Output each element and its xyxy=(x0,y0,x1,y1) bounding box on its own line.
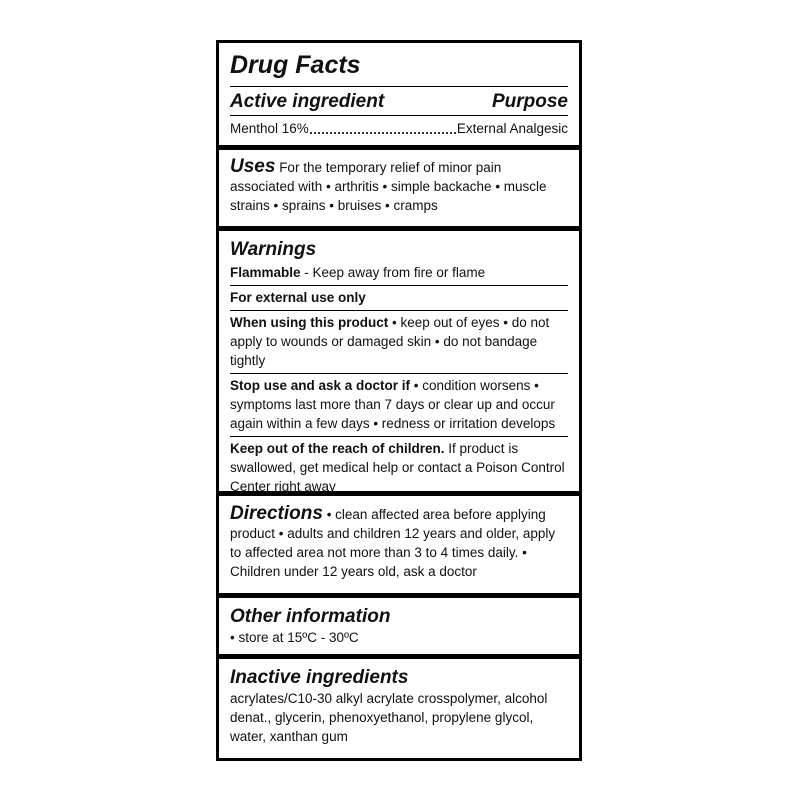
warnings-section xyxy=(219,231,579,494)
children-label: Keep out of the reach of children. xyxy=(230,441,445,456)
stop-use-label: Stop use and ask a doctor if xyxy=(230,378,411,393)
uses-text: For the temporary relief of minor pain associated with • arthritis • simple backache • muscle strains • sprains • bruises • cramps xyxy=(230,160,547,213)
inactive-ingredients-text: acrylates/C10-30 alkyl acrylate crosspolymer, alcohol denat., glycerin, phenoxyethanol, propylene glycol, water, xanthan gum xyxy=(230,691,548,744)
children-text: If product is swallowed, get medical help or contact a Poison Control Center right away xyxy=(230,441,565,494)
when-using-label: When using this product xyxy=(230,315,389,330)
stop-use-warning xyxy=(230,374,568,436)
active-ingredient-row xyxy=(230,119,568,138)
when-using-warning xyxy=(230,311,568,373)
warnings-heading: Warnings xyxy=(230,239,317,260)
directions-heading: Directions xyxy=(230,503,323,524)
divider xyxy=(230,86,568,87)
active-ingredient-section xyxy=(219,43,579,145)
when-using-text: • keep out of eyes • do not apply to wounds or damaged skin • do not bandage tightly xyxy=(230,315,550,368)
other-information-text: • store at 15ºC - 30ºC xyxy=(230,630,359,645)
divider xyxy=(230,115,568,116)
external-use-label: For external use only xyxy=(230,290,366,305)
ingredient-name: Menthol 16% xyxy=(230,121,309,136)
directions-section xyxy=(219,496,579,593)
stop-use-text: • condition worsens • symptoms last more than 7 days or clear up and occur again within a few days • redness or irritation develops xyxy=(230,378,556,431)
other-information-heading: Other information xyxy=(230,606,391,627)
children-warning xyxy=(230,437,568,499)
leader-dots xyxy=(310,132,456,134)
uses-section xyxy=(219,150,579,226)
uses-heading: Uses xyxy=(230,156,276,177)
drug-facts-panel xyxy=(216,40,582,761)
drug-facts-title: Drug Facts xyxy=(230,51,361,79)
external-use-warning xyxy=(230,286,568,310)
active-heading-row xyxy=(230,91,568,113)
active-ingredient-heading: Active ingredient xyxy=(230,91,385,112)
ingredient-purpose: External Analgesic xyxy=(456,121,568,136)
other-information-section xyxy=(219,598,579,654)
directions-text: • clean affected area before applying product • adults and children 12 years and older, apply to affected area not more than 3 to 4 times daily. • Children under 12 years old, ask a doctor xyxy=(230,507,556,579)
inactive-ingredients-section xyxy=(219,659,579,758)
flammable-warning xyxy=(230,261,568,285)
purpose-heading: Purpose xyxy=(491,91,568,112)
directions-block xyxy=(230,504,568,581)
inactive-ingredients-heading: Inactive ingredients xyxy=(230,667,409,688)
flammable-label: Flammable xyxy=(230,265,301,280)
flammable-text: - Keep away from fire or flame xyxy=(300,265,486,280)
uses-block xyxy=(230,157,568,215)
